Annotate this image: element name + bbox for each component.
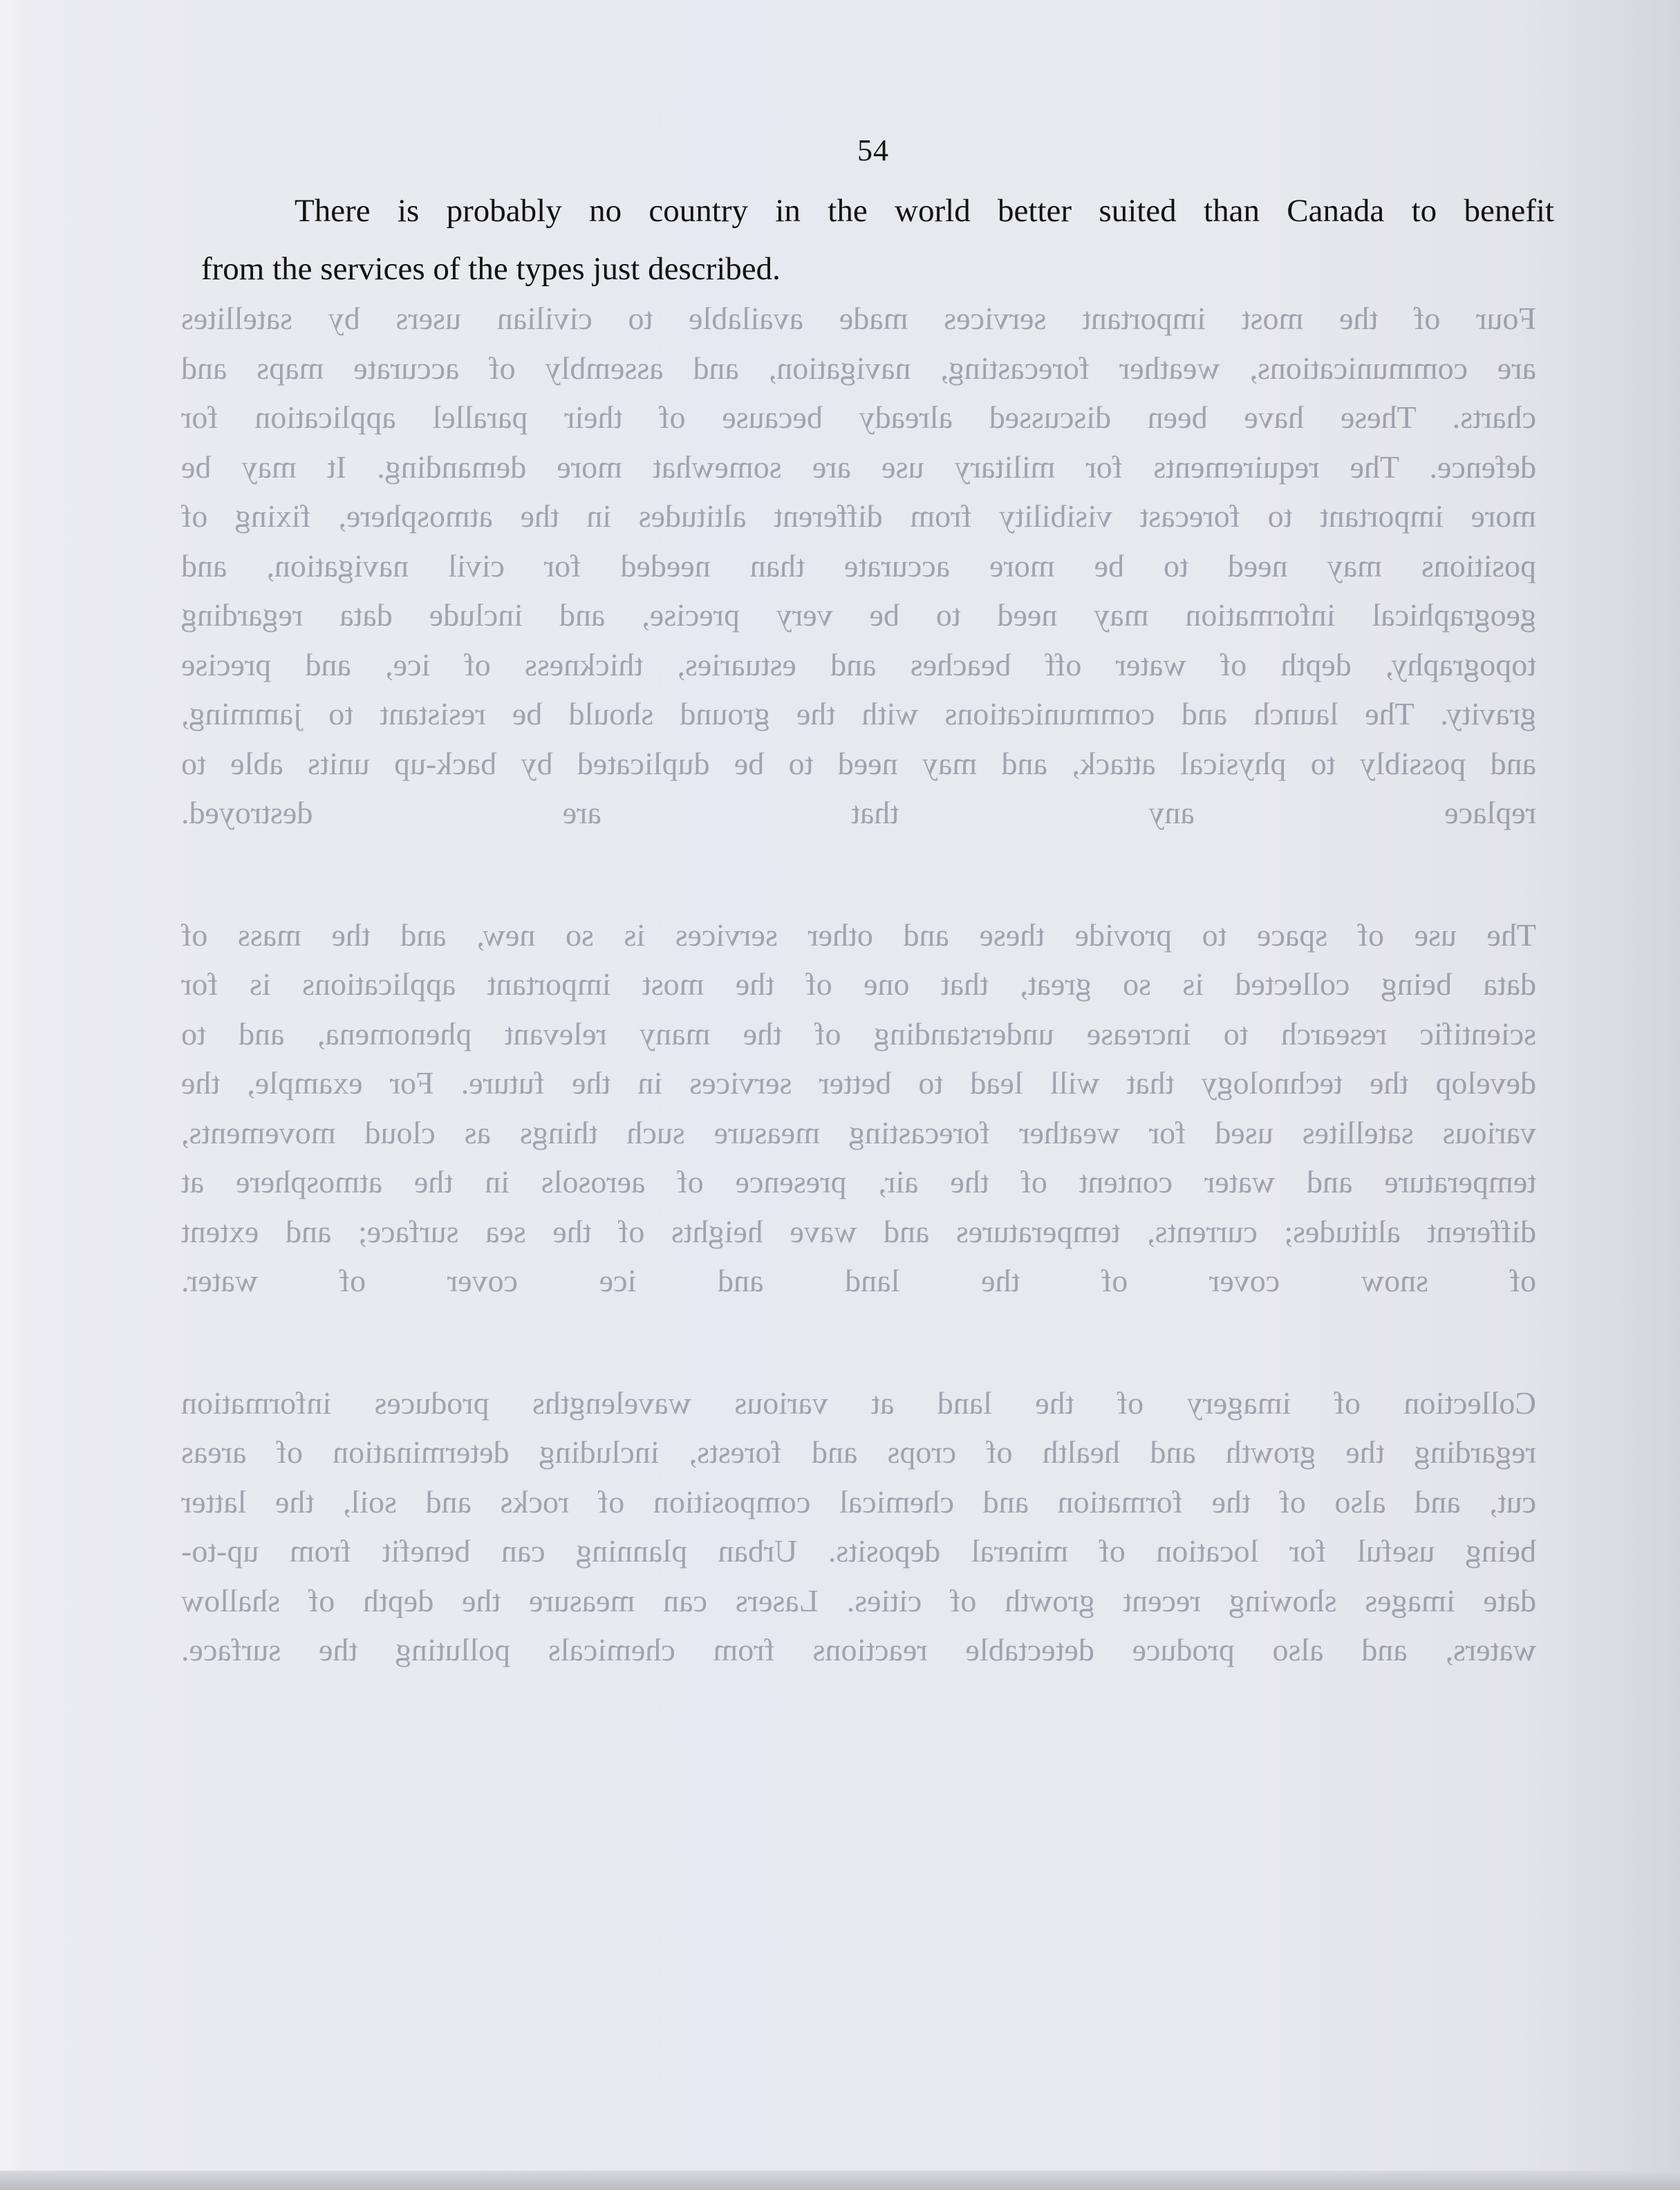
bleed-through-text: Four of the most important services made available to civilian users by satellites are communications, weather forecasting, navigation, and assembly of accurate maps and charts. These have been discussed already because of their parallel application for defence. The requirements for military use are somewhat more demanding. It may be more important to forecast visibility from different altitudes in the atmosphere, fixing of positions may need to be more accurate than needed for civil navigation, and geographical information may need to be very precise, and include data regarding topography, depth of water off beaches and estuaries, thickness of ice, and precise gravity. The launch and communications with the ground should be resistant to jamming, and possibly to physical attack, and may need to be duplicated by back-up units able to replace any that are destroyed. The use of space to provide these and other services is so new, and the mass of data being collected is so great, that one of the most important applications is for scientific research to increase understanding of the many relevant phenomena, and to develop the technology that will lead to better services in the future. For example, the various satellites used for weather forecasting measure such things as cloud movements, temperature and water content of the air, presence of aerosols in the atmosphere at different altitudes; currents, temperatures and wave heights of the sea surface; and extent of snow cover of the land and ice cover of water. Collection of imagery of the land at various wavelengths produces information regarding the growth and health of crops and forests, including determination of areas cut, and also of the formation and chemical composition of rocks and soil, the latter being useful for location of mineral deposits. Urban planning can benefit from up-to- date images showing recent growth of cities. Lasers can measure the depth of shallow waters, and also produce detectable reactions from chemicals polluting the surface.: [181, 301, 1536, 1667]
paragraph-line-2: from the services of the types just described.: [201, 251, 781, 287]
paragraph-line-1: There is probably no country in the world better suited than Canada to benefit: [295, 193, 1554, 229]
scanner-edge: [0, 2171, 1680, 2190]
page-number: 54: [857, 133, 889, 167]
